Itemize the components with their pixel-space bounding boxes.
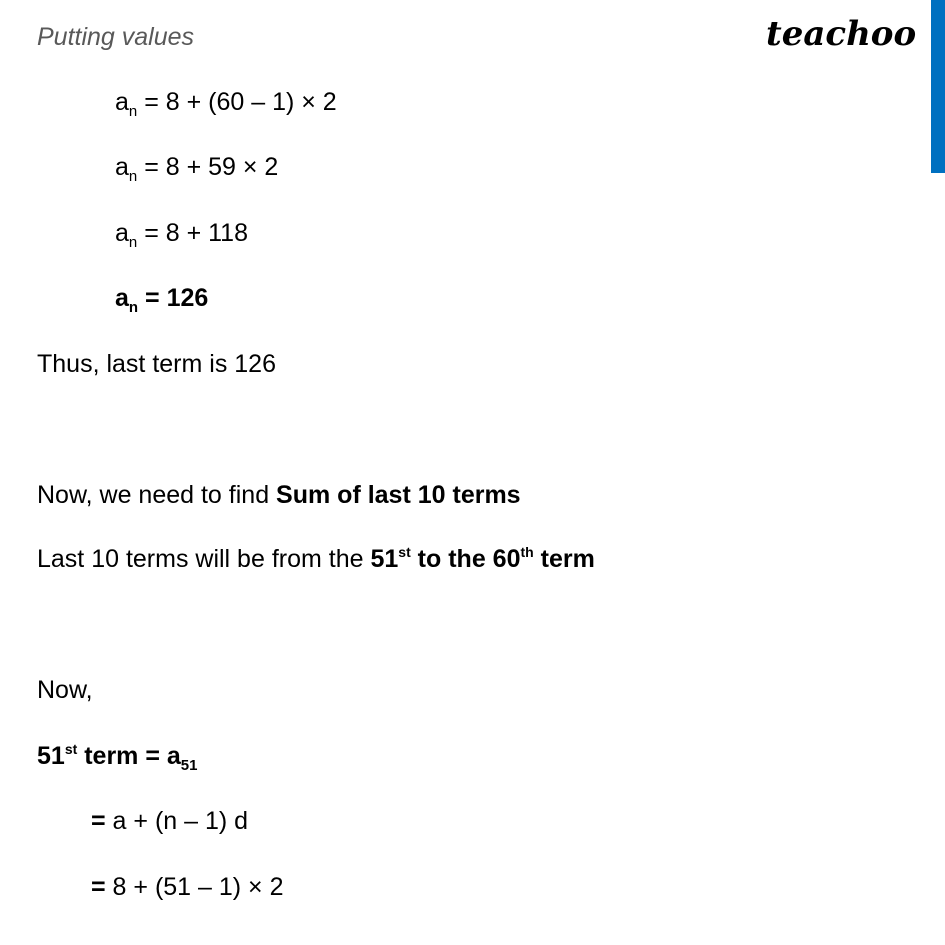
range-text bbox=[37, 544, 595, 574]
subscript: n bbox=[128, 299, 139, 316]
term-sub: 51 bbox=[180, 757, 198, 774]
var: a bbox=[115, 284, 129, 312]
var: a bbox=[115, 153, 129, 181]
range-n2: 60 bbox=[492, 545, 521, 573]
scrollbar-accent bbox=[931, 0, 945, 173]
range-s1: st bbox=[398, 544, 411, 560]
equation-result bbox=[115, 283, 209, 316]
subscript: n bbox=[128, 234, 138, 251]
term-n: 51 bbox=[37, 742, 65, 770]
equation-step-1 bbox=[115, 87, 337, 120]
equation-step-3 bbox=[115, 218, 248, 251]
var: a bbox=[115, 88, 129, 116]
need-text bbox=[37, 480, 521, 510]
term51-heading bbox=[37, 741, 198, 774]
conclusion-text: Thus, last term is 126 bbox=[37, 350, 276, 378]
need-prefix: Now, we need to find bbox=[37, 481, 277, 509]
now-text: Now, bbox=[37, 676, 93, 704]
term-sup: st bbox=[64, 741, 78, 757]
subscript: n bbox=[128, 168, 138, 185]
need-bold: Sum of last 10 terms bbox=[276, 481, 521, 509]
var: a bbox=[115, 219, 129, 247]
expression: = 8 + (60 – 1) × 2 bbox=[137, 88, 337, 116]
range-s2: th bbox=[520, 544, 534, 560]
expression: = 8 + 59 × 2 bbox=[137, 153, 279, 181]
equals-sign: = bbox=[91, 807, 106, 835]
range-prefix: Last 10 terms will be from the bbox=[37, 545, 371, 573]
term-mid: term = a bbox=[77, 742, 181, 770]
substituted-line bbox=[91, 872, 284, 902]
range-suffix: term bbox=[533, 545, 595, 573]
section-heading: Putting values bbox=[37, 23, 195, 51]
expression: = 126 bbox=[138, 284, 209, 312]
formula-expression: a + (n – 1) d bbox=[105, 807, 249, 835]
expression: = 8 + 118 bbox=[137, 219, 248, 247]
substituted-expression: 8 + (51 – 1) × 2 bbox=[105, 873, 284, 901]
teachoo-logo: teachoo bbox=[766, 14, 917, 54]
range-n1: 51 bbox=[370, 545, 399, 573]
formula-line bbox=[91, 806, 248, 836]
equation-step-2 bbox=[115, 152, 279, 185]
subscript: n bbox=[128, 103, 138, 120]
scrollbar-track bbox=[931, 173, 945, 945]
range-mid: to the bbox=[410, 545, 493, 573]
equals-sign: = bbox=[91, 873, 106, 901]
